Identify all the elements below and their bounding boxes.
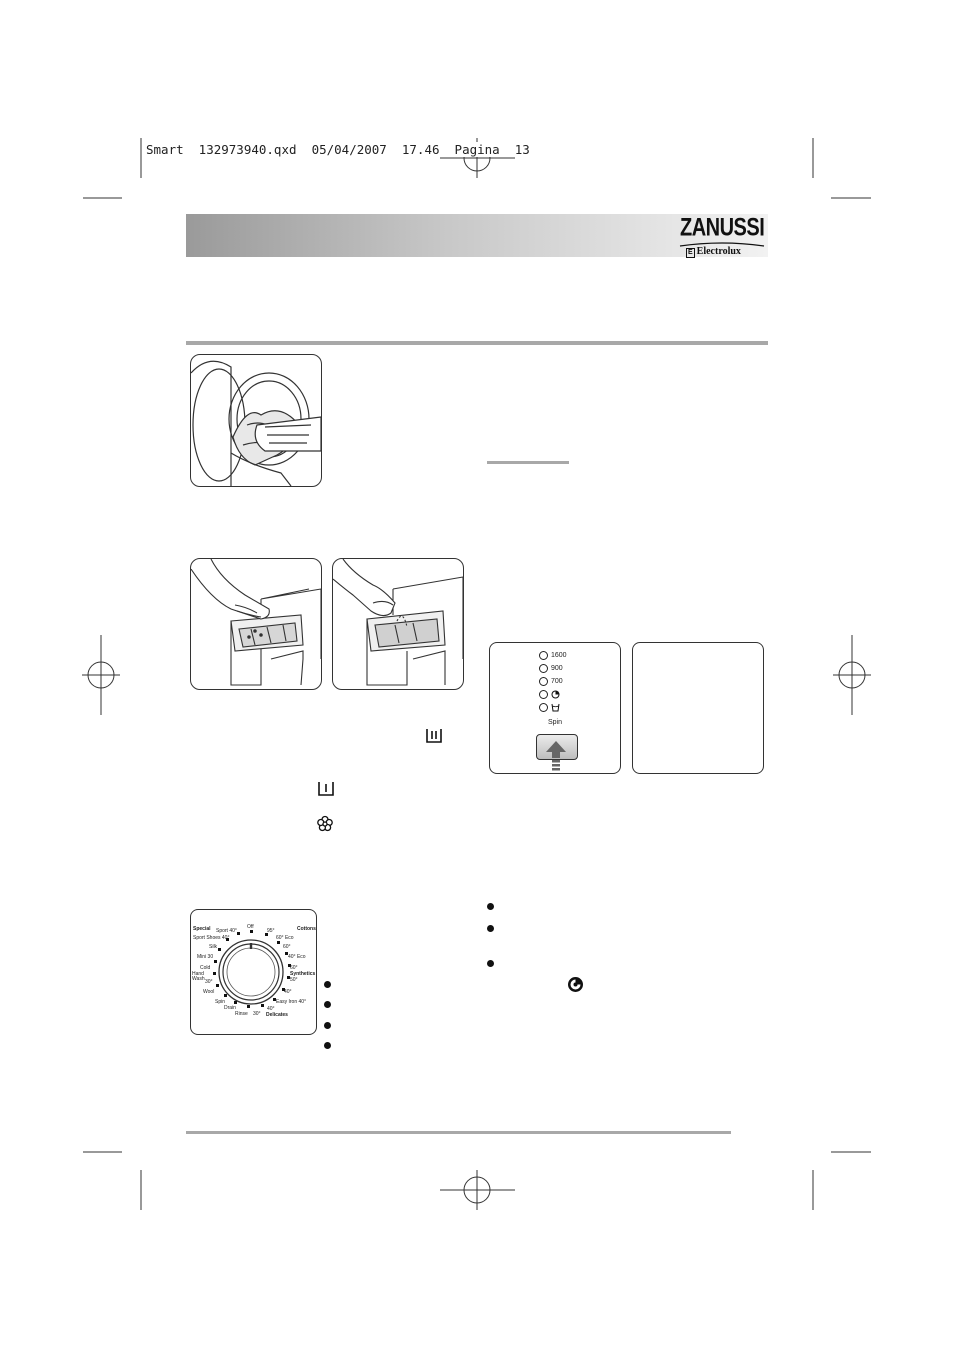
dial-label-drain: Drain [224,1005,236,1011]
dial-label-s60: 60° [290,965,298,971]
bullet-icon [324,1001,331,1008]
radio-circle-icon [539,651,548,660]
dial-label-wool: Wool [203,989,215,995]
dial-label-mini30: Mini 30 [197,954,214,960]
dial-label-synthetics: Synthetics [290,971,316,977]
illustration-load-laundry [190,354,322,487]
spin-label: Spin [548,719,563,726]
top-rule [186,341,768,345]
dial-label-sportshoes: Sport Shoes 40° [193,935,230,941]
softener-flower-icon [316,815,334,833]
dial-label-easyiron: Easy Iron 40° [276,999,307,1005]
bullet-icon [324,1022,331,1029]
dial-label-30: 30° [205,979,213,985]
dial-label-s40: 40° [284,989,292,995]
illustration-detergent-drawer-2 [332,558,464,690]
spin-option-no-spin [539,689,560,700]
spin-option-rinse-hold [539,702,560,713]
dial-label-60: 60° [283,944,291,950]
bullet-icon [487,960,494,967]
spin-option-900: 900 [539,663,563,674]
section-underline [487,461,569,464]
prewash-compartment-icon [317,780,335,797]
spin-selection-panel [489,642,621,774]
dial-label-wash: Wash [192,976,205,982]
dial-label-special: Special [193,926,211,932]
dial-label-rinse: Rinse [235,1011,248,1017]
dial-label-d40: 40° [267,1006,275,1012]
radio-circle-icon [539,677,548,686]
no-spin-icon [567,976,584,993]
print-slug: Smart 132973940.qxd 05/04/2007 17.46 Pagina 13 [146,142,530,157]
rinse-hold-icon [551,703,560,712]
dial-label-s50: 50° [290,977,298,983]
electrolux-mark-icon: E [688,249,693,256]
bottom-rule [186,1131,731,1134]
dial-label-silk: Silk [209,944,218,950]
dial-label-cottons: Cottons [297,926,316,932]
spin-option-1600: 1600 [539,650,567,661]
main-wash-compartment-icon [425,727,443,744]
bullet-icon [324,981,331,988]
dial-label-hand: Hand [192,971,204,977]
dial-label-off: Off [247,924,254,930]
brand-name: ZANUSSI [680,214,765,242]
programme-dial-panel [190,909,317,1035]
bullet-icon [487,925,494,932]
dial-label-sport40: Sport 40° [216,928,237,934]
dial-label-d30: 30° [253,1011,261,1017]
dial-label-delicates: Delicates [266,1012,288,1018]
blank-panel [632,642,764,774]
radio-circle-icon [539,703,548,712]
brand-sub: Electrolux [696,246,741,257]
spin-option-700: 700 [539,676,563,687]
dial-label-spin: Spin [215,999,226,1005]
illustration-detergent-drawer-1 [190,558,322,690]
bullet-icon [487,903,494,910]
bullet-icon [324,1042,331,1049]
dial-label-60eco: 60° Eco [276,935,294,941]
radio-circle-icon [539,664,548,673]
no-spin-icon [551,690,560,699]
radio-circle-icon [539,690,548,699]
dial-label-40eco: 40° Eco [288,954,306,960]
brand-logo [676,214,768,258]
dial-label-95: 95° [267,928,275,934]
dial-label-cold: Cold [200,965,211,971]
arrow-up-icon [545,739,567,772]
